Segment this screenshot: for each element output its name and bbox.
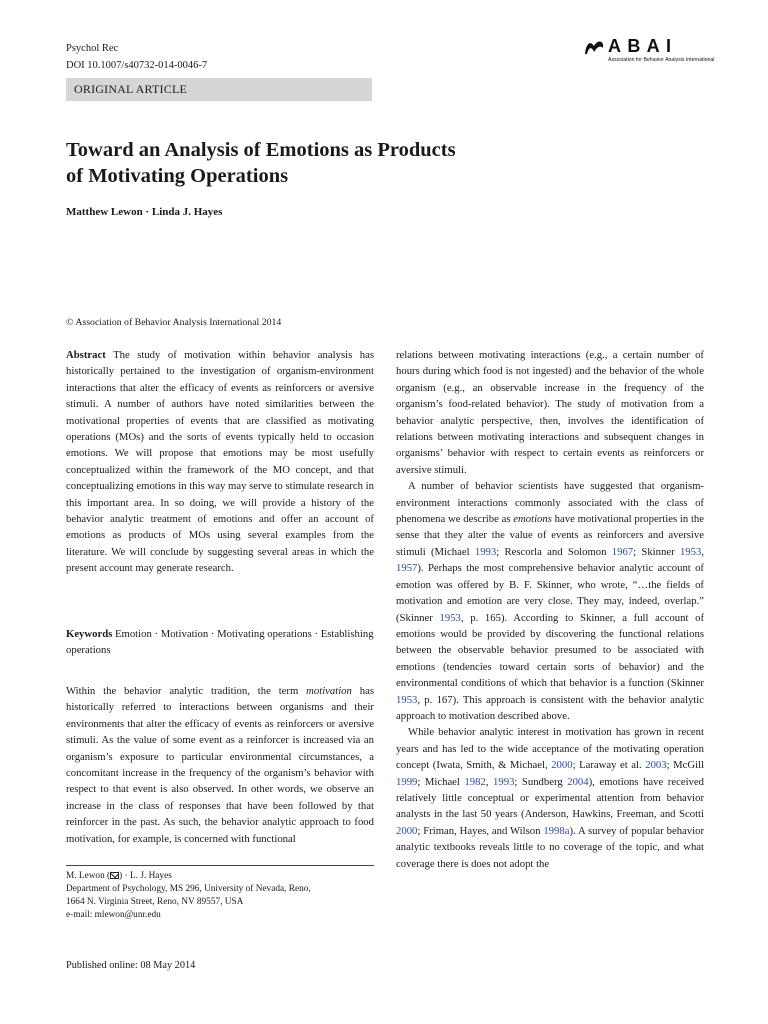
body-text: Within the behavior analytic tradition, the term xyxy=(66,685,307,697)
body-text-right xyxy=(396,347,704,872)
published-date: Published online: 08 May 2014 xyxy=(66,960,196,971)
footnote-divider xyxy=(66,865,374,866)
journal-name: Psychol Rec xyxy=(66,43,119,54)
citation-link[interactable]: 1967 xyxy=(611,545,634,558)
text: ; Michael xyxy=(417,775,465,788)
affiliation-address: 1664 N. Virginia Street, Reno, NV 89557, USA xyxy=(66,897,244,907)
body-text-left xyxy=(66,683,374,847)
text: While behavior analytic interest in motivation has grown in recent years and has led to the wide acceptance of the motivating operation concept (Iwata, Smith, & Michael, xyxy=(396,726,704,772)
citation-link[interactable]: 2000 xyxy=(396,824,418,837)
text: , p. 167). This approach is consistent with the behavior analytic approach to motivation described above. xyxy=(396,693,704,722)
authors: Matthew Lewon · Linda J. Hayes xyxy=(66,206,223,218)
keywords xyxy=(66,626,374,659)
text: have motivational properties in the sense that they alter the value of events as reinforcers and aversive stimuli (Michael xyxy=(396,513,705,558)
logo-subtitle: Association for Behavior Analysis International xyxy=(608,57,715,63)
copyright-line: © Association of Behavior Analysis International 2014 xyxy=(66,317,282,328)
body-emphasis: emotions xyxy=(513,513,552,526)
envelope-icon xyxy=(110,872,119,879)
text: ; Friman, Hayes, and Wilson xyxy=(417,824,544,837)
article-type-banner: ORIGINAL ARTICLE xyxy=(66,78,372,101)
text: ; Sundberg xyxy=(514,775,568,788)
paragraph xyxy=(396,724,704,872)
citation-link[interactable]: 1953 xyxy=(439,611,461,624)
text: ; Laraway et al. xyxy=(572,759,646,772)
text: , xyxy=(701,545,704,558)
abstract-label: Abstract xyxy=(66,349,106,361)
article-title xyxy=(66,137,666,189)
abai-logo xyxy=(584,36,715,70)
author-affiliation xyxy=(66,870,374,922)
affiliation-text: M. Lewon ( xyxy=(66,871,111,881)
journal-info xyxy=(66,40,207,74)
text: , xyxy=(485,775,494,788)
citation-link[interactable]: 1993 xyxy=(474,545,497,558)
abai-logo-icon xyxy=(584,38,604,56)
title-line-2: of Motivating Operations xyxy=(66,165,289,187)
abstract-text: The study of motivation within behavior analysis has historically pertained to the investigation of organism-environment interactions that alter the efficacy of events as reinforcers or aversive stimuli. A number of authors have noted similarities between the motivational properties of events that are classified as motivating operations (MOs) and the sorts of events typically held to occasion emotions. We will propose that emotions may be most usefully conceptualized within the framework of the MO concept, and that conceptualizing emotions in this way may serve to stimulate research in this important area. In so doing, we will provide a history of the behavior analytic treatment of emotions and offer an account of emotions as products of MOs using several examples from the literature. We will conclude by suggesting several areas in which the present account may generate research. xyxy=(66,349,374,575)
body-emphasis: motivation xyxy=(306,685,352,697)
title-line-1: Toward an Analysis of Emotions as Products xyxy=(66,139,456,161)
text: ). Perhaps the most comprehensive behavior analytic account of emotion was offered by B. F. Skinner, who wrote, “…the fields of motivation and emotion are very close. They may, indeed, overlap.” (Skinner xyxy=(396,562,704,624)
citation-link[interactable]: 1953 xyxy=(396,693,418,706)
text: ). A survey of popular behavior analytic textbooks reveals little to no coverage of the topic, and what coverage there is does not adopt the xyxy=(396,824,704,870)
citation-link[interactable]: 1982 xyxy=(464,775,486,788)
citation-link[interactable]: 1993 xyxy=(493,775,515,788)
text: ), emotions have received relatively little conceptual or experimental attention from behavior analysts in the last 50 years (Anderson, Hawkins, Freeman, and Scotti xyxy=(396,775,704,821)
text: ; Skinner xyxy=(633,545,680,558)
paragraph xyxy=(396,478,704,724)
logo-text: A B A I xyxy=(608,36,672,56)
text: , p. 165). According to Skinner, a full account of emotions would be provided by discovering the functional relations between the observable behavior presumed to be associated with emotions (tendencies toward certain sorts of behavior) and the environmental conditions of which that behavior is a function (Skinner xyxy=(396,611,704,690)
affiliation-email: e-mail: mlewon@unr.edu xyxy=(66,910,161,920)
doi: DOI 10.1007/s40732-014-0046-7 xyxy=(66,60,208,71)
citation-link[interactable]: 1957 xyxy=(396,562,418,575)
citation-link[interactable]: 2000 xyxy=(551,759,573,772)
text: ; McGill xyxy=(666,759,705,772)
citation-link[interactable]: 1953 xyxy=(679,545,702,558)
citation-link[interactable]: 2004 xyxy=(567,775,589,788)
keywords-text: Emotion · Motivation · Motivating operations · Establishing operations xyxy=(66,628,374,657)
text: A number of behavior scientists have suggested that organism-environment interactions commonly associated with the class of phenomena we describe as xyxy=(396,480,704,526)
text: ; Rescorla and Solomon xyxy=(496,545,612,558)
affiliation-text: ) · L. J. Hayes xyxy=(119,871,172,881)
keywords-label: Keywords xyxy=(66,628,113,640)
citation-link[interactable]: 2003 xyxy=(645,759,667,772)
citation-link[interactable]: 1999 xyxy=(396,775,418,788)
citation-link[interactable]: 1998a xyxy=(543,824,570,837)
paragraph: relations between motivating interactions (e.g., a certain number of hours during which food is not ingested) and the behavior of the whole organism (e.g., an observable increase in the frequency of the organism’s food-related behavior). The study of motivation from a behavior analytic perspective, then, involves the identification of relations between motivating interactions and subsequent changes in organisms’ behavior with respect to certain events as reinforcers or aversive stimuli. xyxy=(396,349,704,476)
abstract xyxy=(66,347,374,577)
body-text: has historically referred to interactions between organisms and their environments that alter the efficacy of events as reinforcers or aversive stimuli. As the value of some event as a reinforcer is increased via an organism’s exposure to particular environmental circumstances, a concomitant increase in the frequency of the organism’s behavior with respect to that event is also observed. In other words, we observe an increase in the class of responses that have been followed by that reinforcer in the past. As such, the behavior analytic approach to food motivation, for example, is concerned with functional xyxy=(66,685,374,845)
affiliation-department: Department of Psychology, MS 296, University of Nevada, Reno, xyxy=(66,884,311,894)
